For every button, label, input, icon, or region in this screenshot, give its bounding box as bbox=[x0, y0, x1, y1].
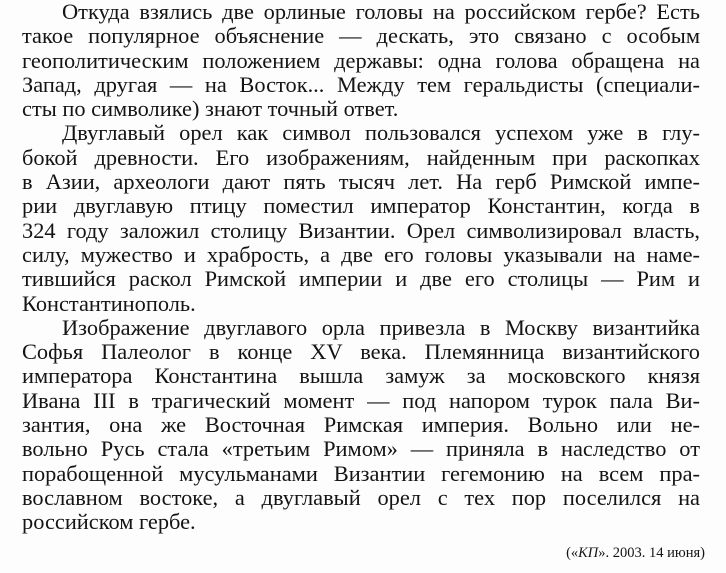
text-line: вославном востоке, а двуглавый орел с тех пор поселился на bbox=[22, 484, 700, 510]
text-line: Софья Палеолог в конце XV века. Племянница византийского bbox=[22, 339, 700, 365]
text-line: в Азии, археологи дают пять тысяч лет. На герб Римской импе- bbox=[22, 169, 700, 195]
text-line: силу, мужество и храбрость, а две его головы указывали на наме- bbox=[22, 241, 700, 267]
text-line: рии двуглавую птицу поместил император Константин, когда в bbox=[22, 193, 700, 219]
text-line: порабощенной мусульманами Византии гегемонию на всем пра- bbox=[22, 460, 700, 486]
source-date: ». 2003. 14 июня) bbox=[598, 545, 705, 561]
text-line: сты по символике) знают точный ответ. bbox=[22, 96, 399, 122]
text-line: такое популярное объяснение — дескать, это связано с особым bbox=[22, 23, 700, 49]
text-line: геополитическим положением державы: одна голова обращена на bbox=[22, 47, 700, 73]
paragraph-2 bbox=[22, 121, 700, 315]
text-line: Ивана III в трагический момент — под напором турок пала Ви- bbox=[22, 387, 700, 413]
text-line: императора Константина вышла замуж за московского князя bbox=[22, 363, 700, 389]
text-line: зантия, она же Восточная Римская империя. Вольно или не- bbox=[22, 412, 700, 438]
source-open: (« bbox=[566, 545, 579, 561]
paragraph-3 bbox=[22, 316, 700, 535]
text-line: Откуда взялись две орлиные головы на российском гербе? Есть bbox=[62, 0, 700, 24]
text-line: Двуглавый орел как символ пользовался успехом уже в глу- bbox=[62, 120, 700, 146]
text-line: российском гербе. bbox=[22, 509, 196, 535]
text-line: тившийся раскол Римской империи и две его столицы — Рим и bbox=[22, 266, 700, 292]
text-line: Изображение двуглавого орла привезла в Москву византийка bbox=[62, 314, 700, 340]
article-body bbox=[22, 0, 700, 535]
text-line: Запад, другая — на Восток... Между тем геральдисты (специали- bbox=[22, 71, 700, 97]
source-publication: КП bbox=[578, 545, 599, 561]
text-line: бокой древности. Его изображениям, найденным при раскопках bbox=[22, 144, 700, 170]
text-line: 324 году заложил столицу Византии. Орел символизировал власть, bbox=[22, 217, 700, 243]
text-line: вольно Русь стала «третьим Римом» — приняла в наследство от bbox=[22, 436, 700, 462]
paragraph-1 bbox=[22, 0, 700, 121]
text-line: Константинополь. bbox=[22, 290, 196, 316]
source-citation bbox=[566, 543, 705, 563]
